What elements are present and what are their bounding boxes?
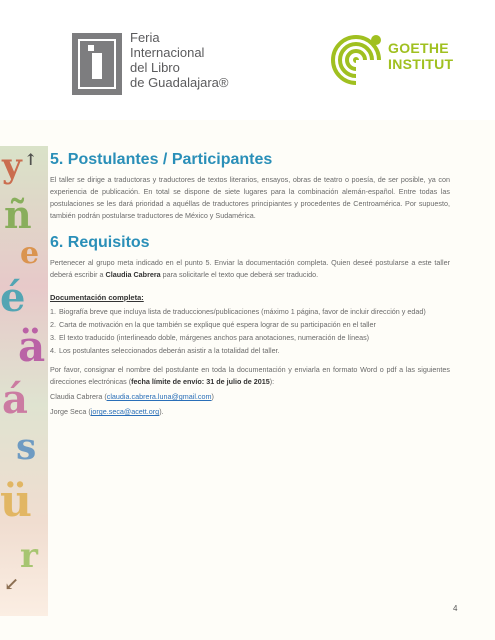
list-item: [50, 333, 450, 343]
fil-logo-text: [130, 30, 250, 90]
section-6-paragraph: [50, 257, 450, 281]
contact-line: [50, 406, 450, 418]
header: [0, 0, 495, 120]
contact-line: [50, 391, 450, 403]
goethe-institut-logo: [330, 30, 470, 90]
deadline: fecha límite de envío: 31 de julio de 2015: [131, 377, 270, 386]
contact-end: ).: [159, 407, 164, 416]
list-item-number: 3.: [50, 333, 56, 342]
section-5-paragraph: El taller se dirige a traductoras y traductores de textos literarios, ensayos, obras de teatro o poesía, de ser posible, ya con experiencia de publicación. En total se dispone de siete lugares para la combinación alemán-español. Entre todas las postulaciones se les dará prioridad a aquéllas de traductores principiantes y procedentes de Centroamérica. Por supuesto, también podrán postularse traductores de México y Sudamérica.: [50, 175, 450, 220]
documentation-list: [50, 307, 450, 356]
page-number: 4: [453, 604, 458, 613]
fil-logo-line: del Libro: [130, 60, 180, 75]
contact-name-label: Jorge Seca (: [50, 407, 91, 416]
section-5-title: 5. Postulantes / Participantes: [50, 151, 273, 168]
goethe-logo-line: GOETHE: [388, 40, 449, 56]
fil-logo-line: Feria: [130, 30, 160, 45]
list-item-text: El texto traducido (interlineado doble, márgenes anchos para anotaciones, numeración de líneas): [59, 333, 370, 342]
fil-logo: [72, 30, 232, 100]
email-link-jorge[interactable]: jorge.seca@acett.org: [90, 407, 160, 416]
contact-name-label: Claudia Cabrera (: [50, 392, 107, 401]
main-content: [50, 146, 450, 418]
list-item-text: Biografía breve que incluya lista de traducciones/publicaciones (máximo 1 página, favor de incluir dirección y edad): [59, 307, 426, 316]
goethe-logo-text: [388, 40, 453, 72]
goethe-logo-line: INSTITUT: [388, 56, 454, 72]
closing-paragraph: [50, 364, 450, 388]
section-6-text: Pertenecer al grupo meta indicado en el punto 5. Enviar la documentación completa. Quien deseé postularse a este taller deberá escribir a: [50, 258, 450, 279]
fil-logo-mark: [72, 33, 122, 95]
list-item: [50, 346, 450, 356]
contact-name: Claudia Cabrera: [105, 270, 161, 279]
fil-logo-line: Internacional: [130, 45, 205, 60]
list-item-number: 1.: [50, 307, 56, 316]
decorative-letter-collage: y ↑ ñ e é ä á s ü r ↙: [0, 146, 48, 616]
documentation-title: Documentación completa:: [50, 293, 144, 302]
section-6-title: 6. Requisitos: [50, 234, 150, 251]
list-item-text: Carta de motivación en la que también se explique qué espera lograr de su participación en el taller: [59, 320, 376, 329]
fil-logo-line: de Guadalajara®: [130, 75, 229, 90]
list-item: [50, 320, 450, 330]
list-item-text: Los postulantes seleccionados deberán asistir a la totalidad del taller.: [59, 346, 280, 355]
email-link-claudia[interactable]: claudia.cabrera.luna@gmail.com: [106, 392, 212, 401]
closing-text-end: ):: [269, 377, 275, 386]
list-item-number: 2.: [50, 320, 56, 329]
list-item: [50, 307, 450, 317]
goethe-logo-icon: [330, 30, 386, 86]
section-6-text-end: para solicitarle el texto que deberá ser traducido.: [160, 270, 319, 279]
list-item-number: 4.: [50, 346, 56, 355]
contact-end: ): [211, 392, 214, 401]
closing-text: Por favor, consignar el nombre del postulante en toda la documentación y enviarla en formato Word o pdf a las siguientes direcciones electrónicas (: [50, 365, 450, 386]
